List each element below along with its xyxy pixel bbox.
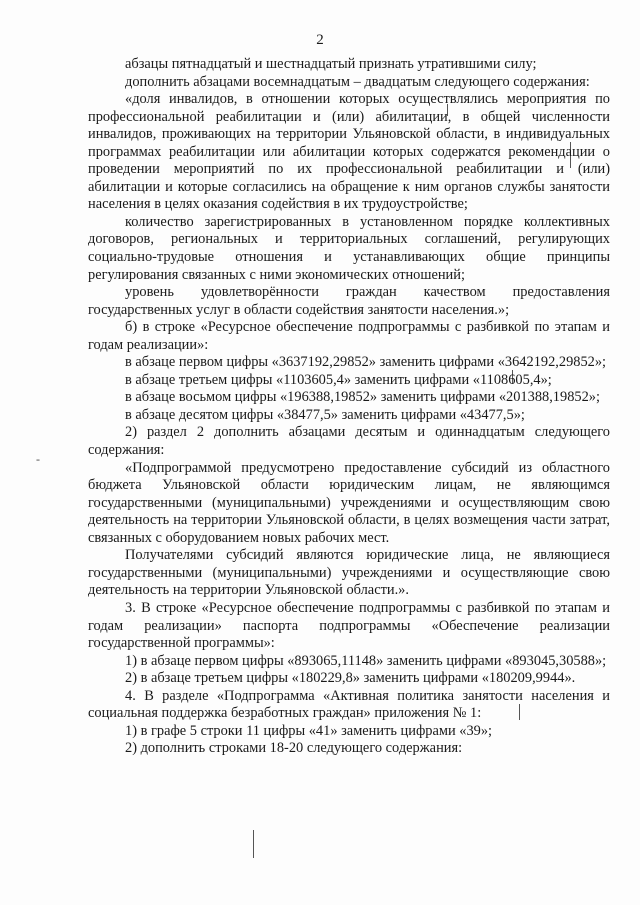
paragraph: 2) раздел 2 дополнить абзацами десятым и одиннадцатым следующего содержания: — [88, 424, 610, 459]
paragraph: «Подпрограммой предусмотрено предоставление субсидий из областного бюджета Ульяновской области юридическим лицам, не являющимся государственными (муниципальными) учреждениями и осуществляющим свою деятельность на территории Ульяновской области, в целях возмещения части затрат, связанных с оборудованием новых рабочих мест. — [88, 459, 610, 546]
paragraph: 1) в графе 5 строки 11 цифры «41» заменить цифрами «39»; — [125, 722, 493, 739]
page-number: 2 — [316, 32, 324, 48]
paragraph: уровень удовлетворённости граждан качеством предоставления государственных услуг в области содействия занятости населения.»; — [88, 284, 610, 318]
paragraph: абзацы пятнадцатый и шестнадцатый признать утратившими силу; — [125, 56, 537, 72]
paragraph: 4. В разделе «Подпрограмма «Активная политика занятости населения и социальная поддержка безработных граждан» приложения № 1: — [88, 687, 610, 722]
document-body — [88, 56, 610, 758]
margin-mark: - — [36, 452, 40, 466]
paragraph: 3. В строке «Ресурсное обеспечение подпрограммы с разбивкой по этапам и годам реализации» паспорта подпрограммы «Обеспечение реализации государственной программы»: — [88, 599, 610, 652]
scan-artifact — [253, 830, 254, 858]
paragraph: количество зарегистрированных в установленном порядке коллективных договоров, региональных и территориальных соглашений, регулирующих социально-трудовые отношения и устанавливающих общие принципы регулирования связанных с ними экономических отношений; — [88, 213, 610, 283]
paragraph: в абзаце первом цифры «3637192,29852» заменить цифрами «3642192,29852»; — [125, 354, 607, 371]
paragraph: б) в строке «Ресурсное обеспечение подпрограммы с разбивкой по этапам и годам реализации»: — [88, 319, 610, 353]
paragraph: в абзаце восьмом цифры «196388,19852» заменить цифрами «201388,19852»; — [125, 389, 600, 406]
paragraph: дополнить абзацами восемнадцатым – двадцатым следующего содержания: — [125, 73, 590, 90]
paragraph: в абзаце десятом цифры «38477,5» заменить цифрами «43477,5»; — [125, 406, 525, 423]
paragraph: Получателями субсидий являются юридические лица, не являющиеся государственными (муниципальными) учреждениями и осуществляющие свою деятельность на территории Ульяновской области.». — [88, 547, 610, 599]
paragraph: в абзаце третьем цифры «1103605,4» заменить цифрами «1108605,4»; — [125, 371, 552, 388]
paragraph: 2) в абзаце третьем цифры «180229,8» заменить цифрами «180209,9944». — [125, 670, 576, 687]
paragraph: 1) в абзаце первом цифры «893065,11148» заменить цифрами «893045,30588»; — [125, 652, 607, 669]
paragraph: «доля инвалидов, в отношении которых осуществлялись мероприятия по профессиональной реабилитации и (или) абилитации, в общей численности инвалидов, проживающих на территории Ульяновской области, в индивидуальных программах реабилитации или абилитации которых содержатся рекомендации о проведении мероприятий по их профессиональной реабилитации и (или) абилитации и которые согласились на обращение к ним органов службы занятости населения в целях оказания содействия в их трудоустройстве; — [88, 91, 610, 213]
paragraph: 2) дополнить строками 18-20 следующего содержания: — [125, 740, 463, 757]
